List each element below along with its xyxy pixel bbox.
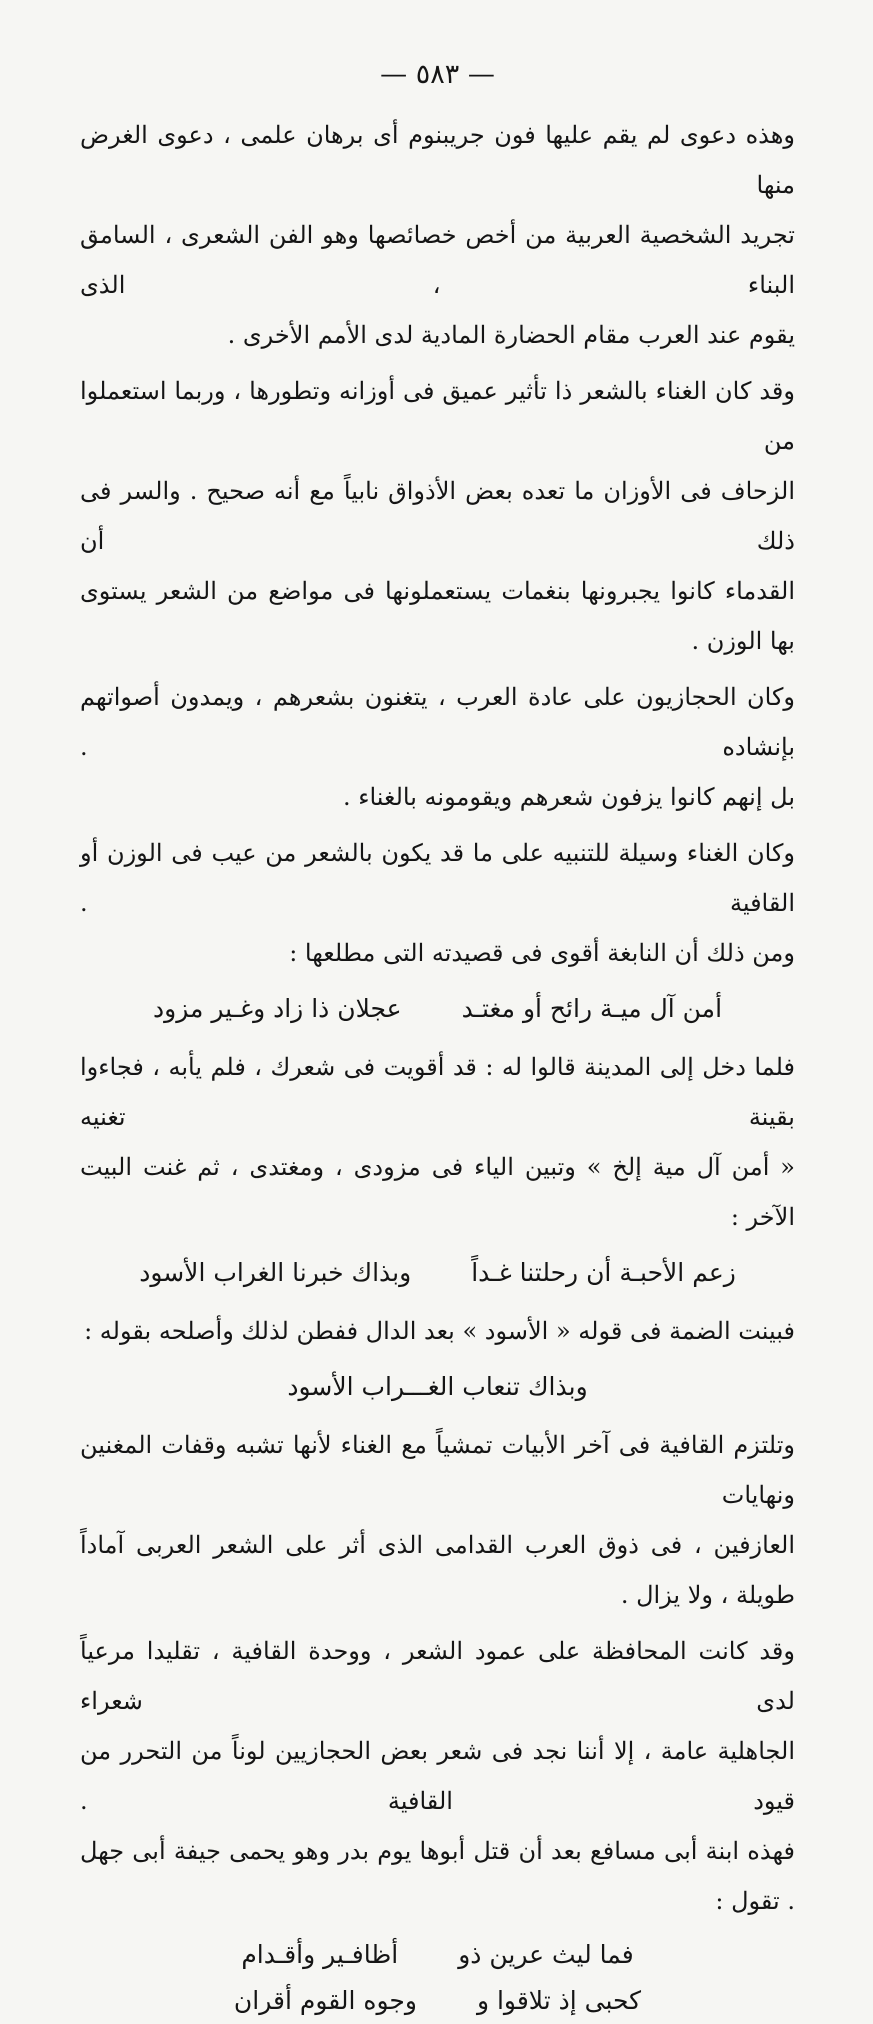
text-line: « أمن آل مية إلخ » وتبين الياء فى مزودى ، ومغتدى ، ثم غنت البيت الآخر :	[80, 1153, 795, 1231]
text-line: وكان الحجازيون على عادة العرب ، يتغنون بشعرهم ، ويمدون أصواتهم بإنشاده .	[80, 683, 795, 761]
text-line: وهذه دعوى لم يقم عليها فون جريبنوم أى برهان علمى ، دعوى الغرض منها	[80, 121, 795, 199]
paragraph-6	[80, 1306, 795, 1356]
paragraph-2	[80, 366, 795, 666]
text-line: وتلتزم القافية فى آخر الأبيات تمشياً مع الغناء لأنها تشبه وقفات المغنين ونهايات	[80, 1431, 795, 1509]
page-number: — ٥٨٣ —	[380, 59, 495, 90]
verse-second-hemistich: وجوه القوم أقران	[233, 1986, 417, 2015]
verse-block	[80, 1932, 795, 2024]
paragraph-1	[80, 110, 795, 360]
verse-second-hemistich: عجلان ذا زاد وغـير مزود	[153, 994, 402, 1023]
text-line: الجاهلية عامة ، إلا أننا نجد فى شعر بعض الحجازيين لوناً من التحرر من قيود القافية .	[80, 1737, 795, 1815]
paragraph-4	[80, 828, 795, 978]
text-line: فهذه ابنة أبى مسافع بعد أن قتل أبوها يوم بدر وهو يحمى جيفة أبى جهل . تقول :	[80, 1837, 795, 1915]
text-line: فبينت الضمة فى قوله « الأسود » بعد الدال ففطن لذلك وأصلحه بقوله :	[84, 1317, 795, 1345]
verse-line	[80, 1932, 795, 1978]
text-line: وكان الغناء وسيلة للتنبيه على ما قد يكون بالشعر من عيب فى الوزن أو القافية .	[80, 839, 795, 917]
verse-first-hemistich: زعم الأحبـة أن رحلتنا غـداً	[471, 1258, 736, 1287]
paragraph-3	[80, 672, 795, 822]
paragraph-5	[80, 1042, 795, 1242]
paragraph-7	[80, 1420, 795, 1620]
verse-first-hemistich: كحبى إذ تلاقوا و	[476, 1986, 642, 2015]
text-line: وقد كانت المحافظة على عمود الشعر ، ووحدة القافية ، تقليدا مرعياً لدى شعراء	[80, 1637, 795, 1715]
verse-line	[80, 1978, 795, 2024]
verse-hemistich: وبذاك تنعاب الغـــراب الأسود	[287, 1372, 588, 1401]
verse-line	[80, 1248, 795, 1298]
text-line: فلما دخل إلى المدينة قالوا له : قد أقويت فى شعرك ، فلم يأبه ، فجاءوا بقينة تغنيه	[80, 1053, 795, 1131]
text-line: القدماء كانوا يجبرونها بنغمات يستعملونها فى مواضع من الشعر يستوى بها الوزن .	[80, 577, 795, 655]
text-line: بل إنهم كانوا يزفون شعرهم ويقومونه بالغناء .	[342, 783, 795, 811]
verse-line	[80, 1362, 795, 1412]
paragraph-8	[80, 1626, 795, 1926]
verse-first-hemistich: فما ليث عرين ذو	[458, 1940, 634, 1969]
verse-second-hemistich: أظافـير وأقـدام	[241, 1940, 399, 1969]
verse-second-hemistich: وبذاك خبرنا الغراب الأسود	[139, 1258, 412, 1287]
text-line: يقوم عند العرب مقام الحضارة المادية لدى الأمم الأخرى .	[227, 321, 795, 349]
text-line: العازفين ، فى ذوق العرب القدامى الذى أثر على الشعر العربى آماداً طويلة ، ولا يزال .	[80, 1531, 796, 1609]
verse-first-hemistich: أمن آل ميـة رائح أو مغتـد	[461, 994, 723, 1023]
text-line: الزحاف فى الأوزان ما تعده بعض الأذواق نابياً مع أنه صحيح . والسر فى ذلك أن	[80, 477, 795, 555]
text-line: ومن ذلك أن النابغة أقوى فى قصيدته التى مطلعها :	[289, 939, 795, 967]
text-line: تجريد الشخصية العربية من أخص خصائصها وهو الفن الشعرى ، السامق البناء ، الذى	[80, 221, 795, 299]
text-line: وقد كان الغناء بالشعر ذا تأثير عميق فى أوزانه وتطورها ، وربما استعملوا من	[80, 377, 795, 455]
verse-line	[80, 984, 795, 1034]
